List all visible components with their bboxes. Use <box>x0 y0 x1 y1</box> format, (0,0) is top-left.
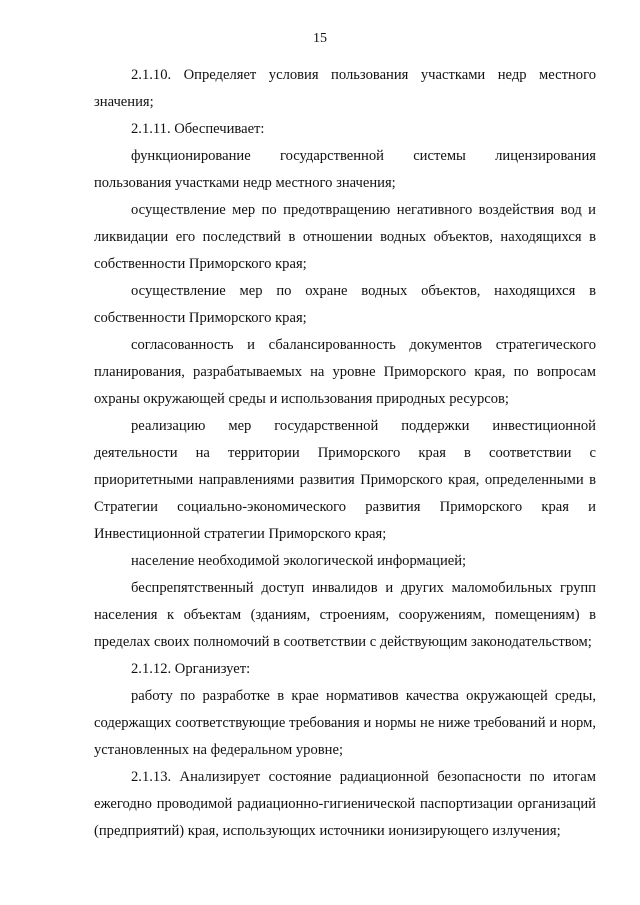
paragraph-strategic-planning: согласованность и сбалансированность документов стратегического планирования, разрабатываемых на уровне Приморского края, по вопросам охраны окружающей среды и использования природных ресурсов; <box>94 337 596 407</box>
paragraph-2-1-13: 2.1.13. Анализирует состояние радиационной безопасности по итогам ежегодно проводимой радиационно-гигиенической паспортизации организаций (предприятий) края, использующих источники ионизирующего излучения; <box>94 769 596 839</box>
paragraph-accessibility: беспрепятственный доступ инвалидов и других маломобильных групп населения к объектам (зданиям, строениям, сооружениям, помещениям) в пределах своих полномочий в соответствии с действующим законодательством; <box>94 580 596 650</box>
page-number: 15 <box>313 31 327 46</box>
paragraph-2-1-10: 2.1.10. Определяет условия пользования участками недр местного значения; <box>94 67 596 110</box>
paragraph-water-protection: осуществление мер по охране водных объектов, находящихся в собственности Приморского края; <box>94 283 596 326</box>
paragraph-licensing: функционирование государственной системы лицензирования пользования участками недр местного значения; <box>94 148 596 191</box>
paragraph-water-impact: осуществление мер по предотвращению негативного воздействия вод и ликвидации его последствий в отношении водных объектов, находящихся в собственности Приморского края; <box>94 202 596 272</box>
document-body <box>94 62 596 845</box>
paragraph-2-1-11-heading: 2.1.11. Обеспечивает: <box>131 121 265 137</box>
paragraph-ecological-info: население необходимой экологической информацией; <box>131 553 467 569</box>
paragraph-quality-norms: работу по разработке в крае нормативов качества окружающей среды, содержащих соответствующие требования и нормы не ниже требований и норм, установленных на федеральном уровне; <box>94 688 596 758</box>
paragraph-investment-support: реализацию мер государственной поддержки инвестиционной деятельности на территории Приморского края в соответствии с приоритетными направлениями развития Приморского края, определенными в Стратегии социально-экономического развития Приморского края и Инвестиционной стратегии Приморского края; <box>94 418 596 542</box>
paragraph-2-1-12-heading: 2.1.12. Организует: <box>131 661 251 677</box>
